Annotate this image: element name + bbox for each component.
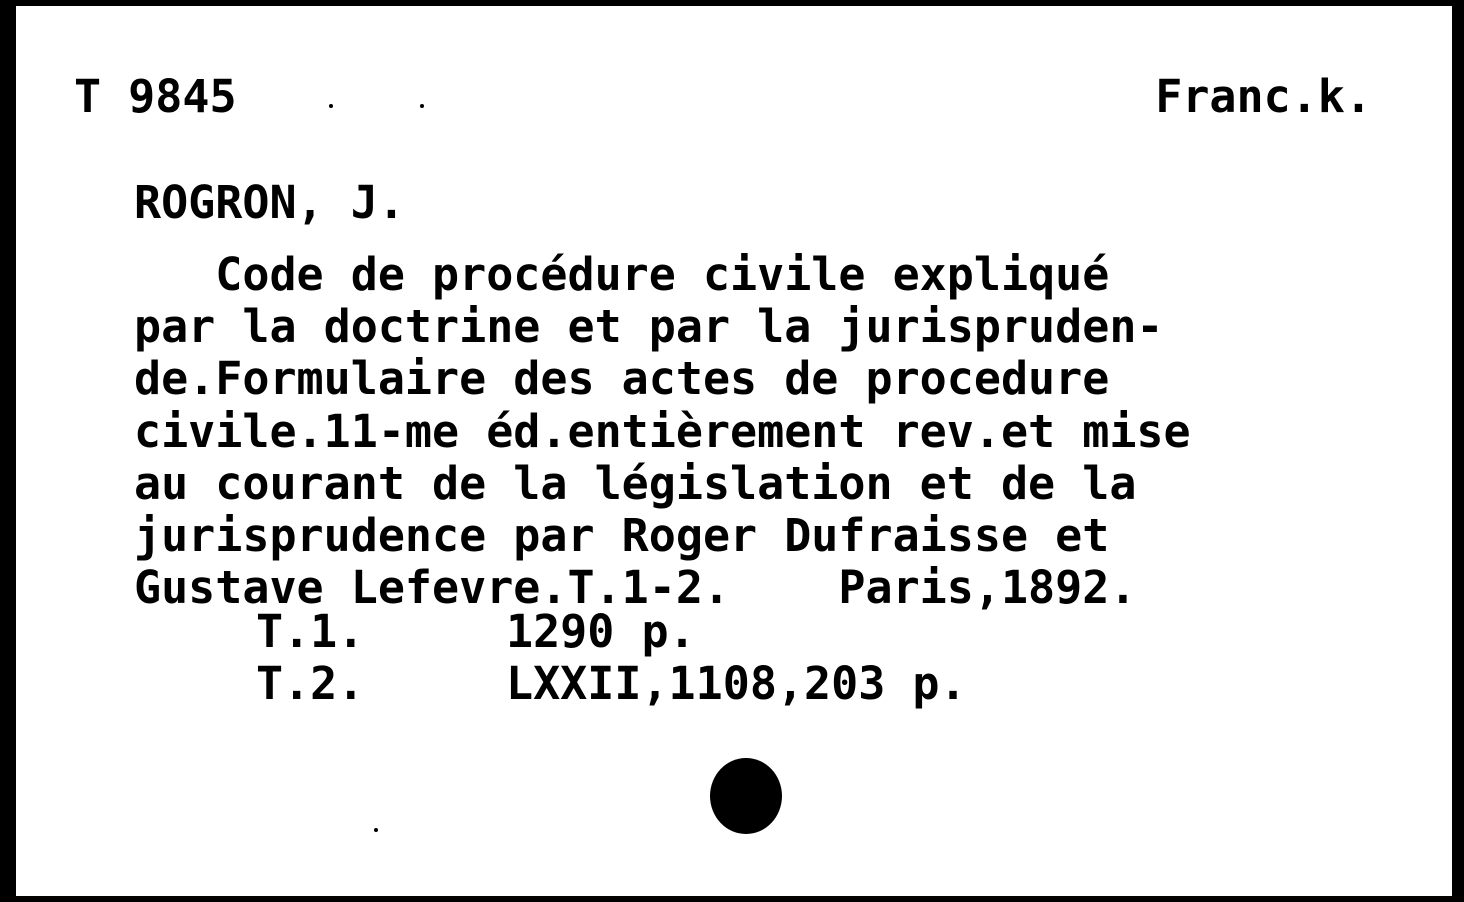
volume-label: T.2.	[256, 657, 365, 710]
title-description	[134, 249, 1191, 614]
volume-pages: 1290 p.	[506, 605, 696, 658]
punch-hole	[710, 758, 782, 834]
volume-pages: LXXII,1108,203 p.	[506, 657, 967, 710]
title-line: Code de procédure civile expliqué	[134, 248, 1110, 301]
title-line: jurisprudence par Roger Dufraisse et	[134, 509, 1110, 563]
author-heading: ROGRON, J.	[134, 176, 405, 229]
ink-speck	[374, 828, 378, 832]
ink-speck	[329, 104, 333, 108]
title-line: civile.11-me éd.entièrement rev.et mise	[134, 404, 1191, 458]
title-line: Gustave Lefevre.T.1-2. Paris,1892.	[134, 561, 1137, 615]
volume-label: T.1.	[256, 605, 365, 658]
ink-speck	[420, 104, 424, 108]
title-line: de.Formulaire des actes de procedure	[134, 352, 1110, 406]
location-code: Franc.k.	[1155, 70, 1372, 123]
title-line: au courant de la législation et de la	[134, 456, 1137, 510]
title-line: par la doctrine et par la jurispruden-	[134, 300, 1164, 354]
call-number: T 9845	[74, 70, 237, 123]
catalog-card	[16, 6, 1452, 896]
